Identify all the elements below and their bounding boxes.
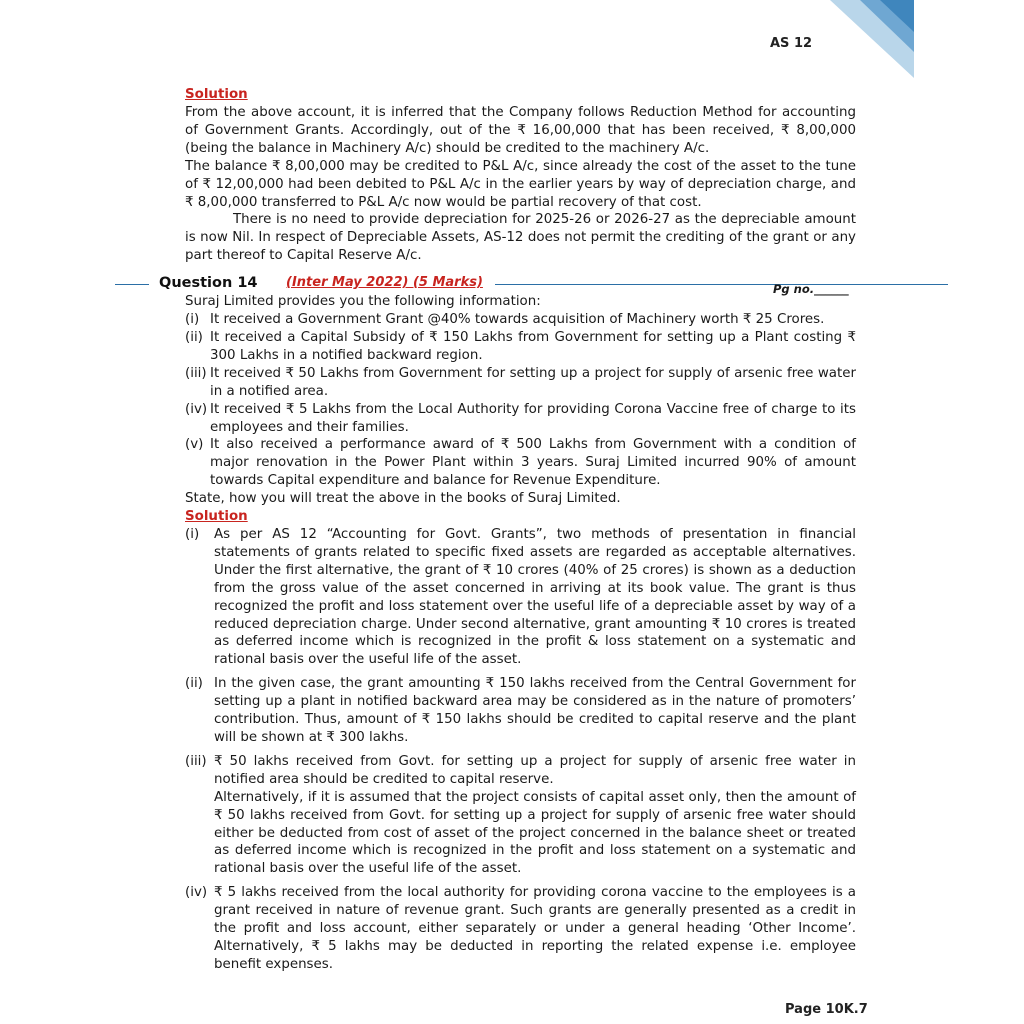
item-text: ₹ 5 lakhs received from the local authority for providing corona vaccine to the employees is a grant received in nature of revenue grant. Such grants are generally presented as a credit in the profit and loss account, either separately or under a general heading ‘Other Income’. Alternatively, ₹ 5 lakhs may be deducted in reporting the related expense i.e. employee benefit expenses.	[214, 885, 856, 972]
solution-paragraph: There is no need to provide depreciation for 2025-26 or 2026-27 as the depreciable amount is now Nil. In respect of Depreciable Assets, AS-12 does not permit the crediting of the grant or any part thereof to Capital Reserve A/c.	[185, 212, 856, 264]
divider	[495, 284, 948, 285]
solution-paragraph: From the above account, it is inferred that the Company follows Reduction Method for accounting of Government Grants. Accordingly, out of the ₹ 16,00,000 that has been received, ₹ 8,00,000 (being the balance in Machinery A/c) should be credited to the machinery A/c.	[185, 105, 856, 156]
item-text: It also received a performance award of ₹ 500 Lakhs from Government with a condition of major renovation in the Power Plant within 3 years. Suraj Limited incurred 90% of amount towards Capital expenditure and balance for Revenue Expenditure.	[210, 437, 856, 489]
item-text-group	[214, 753, 856, 878]
list-item	[185, 401, 856, 437]
list-item	[185, 675, 856, 747]
item-number: (ii)	[185, 676, 203, 692]
list-item	[185, 329, 856, 365]
item-number: (iii)	[185, 365, 207, 381]
item-number: (iv)	[185, 401, 208, 417]
document-body	[159, 86, 856, 980]
list-item	[185, 311, 856, 329]
item-number: (iv)	[185, 885, 208, 901]
list-item	[185, 365, 856, 401]
list-item	[185, 526, 856, 669]
list-item	[185, 753, 856, 878]
header-label: AS 12	[770, 36, 813, 51]
solution-list	[185, 526, 856, 974]
item-text: It received a Capital Subsidy of ₹ 150 Lakhs from Government for setting up a Plant costing ₹ 300 Lakhs in a notified backward region.	[210, 329, 856, 363]
question-closing: State, how you will treat the above in the books of Suraj Limited.	[185, 491, 621, 507]
solution-heading: Solution	[185, 87, 248, 102]
list-item	[185, 436, 856, 490]
item-number: (i)	[185, 312, 200, 328]
list-item	[185, 884, 856, 974]
question-list	[185, 311, 856, 490]
solution-heading: Solution	[185, 509, 248, 525]
item-number: (v)	[185, 437, 204, 453]
item-number: (ii)	[185, 329, 203, 345]
corner-decoration	[0, 0, 1024, 80]
item-text: It received a Government Grant @40% towards acquisition of Machinery worth ₹ 25 Crores.	[210, 312, 825, 328]
item-number: (iii)	[185, 753, 207, 769]
item-number: (i)	[185, 527, 200, 543]
item-text: Alternatively, if it is assumed that the project consists of capital asset only, then the amount of ₹ 50 lakhs received from Govt. for setting up a project for supply of arsenic free water should either be deducted from cost of asset of the project concerned in the balance sheet or treated as deferred income which is recognized in the profit and loss statement on a systematic and rational basis over the useful life of the asset.	[214, 789, 856, 877]
item-text: As per AS 12 “Accounting for Govt. Grants”, two methods of presentation in financial statements of grants related to specific fixed assets are regarded as acceptable alternatives. Under the first alternative, the grant of ₹ 10 crores (40% of 25 crores) is shown as a deduction from the gross value of the asset concerned in arriving at its book value. The grant is thus recognized the profit and loss statement over the useful life of a depreciable asset by way of a reduced depreciation charge. Under second alternative, grant amounting ₹ 10 crores is treated as deferred income which is recognized in the profit & loss statement on a systematic and rational basis over the useful life of the asset.	[214, 527, 856, 668]
divider	[115, 284, 149, 285]
item-text: It received ₹ 5 Lakhs from the Local Authority for providing Corona Vaccine free of charge to its employees and their families.	[210, 401, 856, 435]
solution-paragraph: The balance ₹ 8,00,000 may be credited to P&L A/c, since already the cost of the asset to the tune of ₹ 12,00,000 had been debited to P&L A/c in the earlier years by way of depreciation charge, and ₹ 8,00,000 transferred to P&L A/c now would be partial recovery of that cost.	[185, 158, 856, 210]
item-text: ₹ 50 lakhs received from Govt. for setting up a project for supply of arsenic free water in notified area should be credited to capital reserve.	[214, 753, 856, 787]
item-text: It received ₹ 50 Lakhs from Government for setting up a project for supply of arsenic free water in a notified area.	[210, 365, 856, 399]
question-reference: (Inter May 2022) (5 Marks)	[286, 275, 483, 291]
question-intro: Suraj Limited provides you the following information:	[185, 294, 541, 310]
question-header	[159, 275, 856, 297]
item-text: In the given case, the grant amounting ₹ 150 lakhs received from the Central Government for setting up a plant in notified backward area may be considered as in the nature of promoters’ contribution. Thus, amount of ₹ 150 lakhs should be credited to capital reserve and the plant will be shown at ₹ 300 lakhs.	[214, 676, 856, 745]
page-number: Page 10K.7	[785, 1002, 868, 1017]
page-reference: Pg no.______	[773, 282, 849, 297]
question-title: Question 14	[159, 275, 258, 292]
